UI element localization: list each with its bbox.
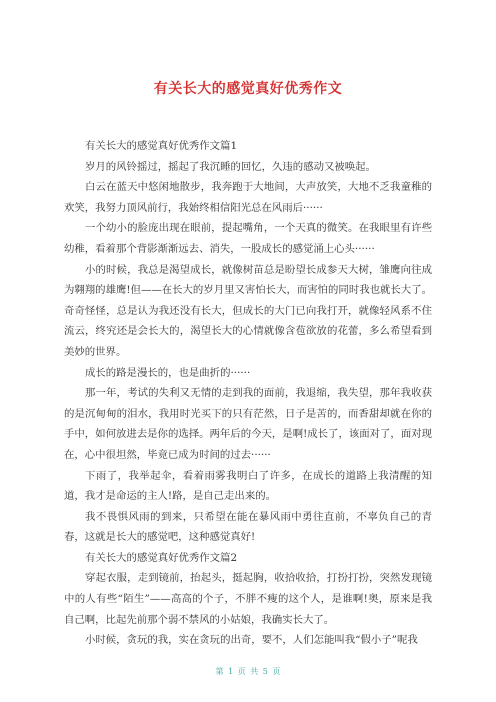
paragraph: 小时候，贪玩的我，实在贪玩的出奇，要不，人们怎能叫我“假小子”呢我 [85,634,418,647]
paragraph: 成长的路是漫长的，也是曲折的······ [85,366,251,379]
section-heading-2: 有关长大的感觉真好优秀作文篇2 [85,551,238,564]
paragraph: 穿起衣服，走到镜前，抬起头，挺起胸，收拾收拾，打扮打扮，突然发现镜中的人有些“陌生”——高高的个子，不胖不瘦的这个人，是谁啊!奥，原来是我自己啊，比起先前那个弱不禁风的小姑娘，我确实长大了。 [64,572,432,626]
paragraph: 下雨了，我举起伞，看着雨雾我明白了许多，在成长的道路上我清醒的知道，我才是命运的主人!路，是自己走出来的。 [64,469,432,503]
section-heading-1: 有关长大的感觉真好优秀作文篇1 [85,140,238,152]
document-body [64,136,432,651]
paragraph: 小的时候，我总是渴望成长，就像树苗总是盼望长成参天大树，雏鹰向往成为翱翔的雄鹰!但——在长大的岁月里又害怕长大，而害怕的同时我也就长大了。奇奇怪怪，总是认为我还没有长大，但成长的大门已向我打开，就像轻风系不住流云，终究还是会长大的，渴望长大的心情就像含苞欲放的花蕾，多么希望看到美妙的世界。 [64,263,432,358]
page-footer: 第 1 页 共 5 页 [215,667,281,676]
paragraph: 一个幼小的脸庞出现在眼前，提起嘴角，一个天真的微笑。在我眼里有许些幼稚，看着那个背影渐渐远去、消失，一股成长的感觉涌上心头······ [64,222,432,255]
paragraph: 我不畏惧风雨的到来，只希望在能在暴风雨中勇往直前，不辜负自己的青春，这就是长大的感觉吧，这种感觉真好! [64,510,432,544]
paragraph: 岁月的风铃摇过，摇起了我沉睡的回忆，久违的感动又被唤起。 [85,160,376,173]
paragraph: 白云在蓝天中悠闲地散步，我奔跑于大地间，大声放笑，大地不乏我童稚的欢笑，我努力顶风前行，我始终相信阳光总在风雨后······ [64,181,432,214]
paragraph: 那一年，考试的失利又无情的走到我的面前，我退缩，我失望，那年我收获的是沉甸甸的泪水，我用时光买下的只有茫然，日子是苦的，而香甜却就在你的手中，如何放进去是你的选择。两年后的今天，是啊!成长了，该面对了，面对现在，心中很坦然，毕竟已成为时间的过去······ [64,387,432,461]
document-title: 有关长大的感觉真好优秀作文 [153,81,343,97]
